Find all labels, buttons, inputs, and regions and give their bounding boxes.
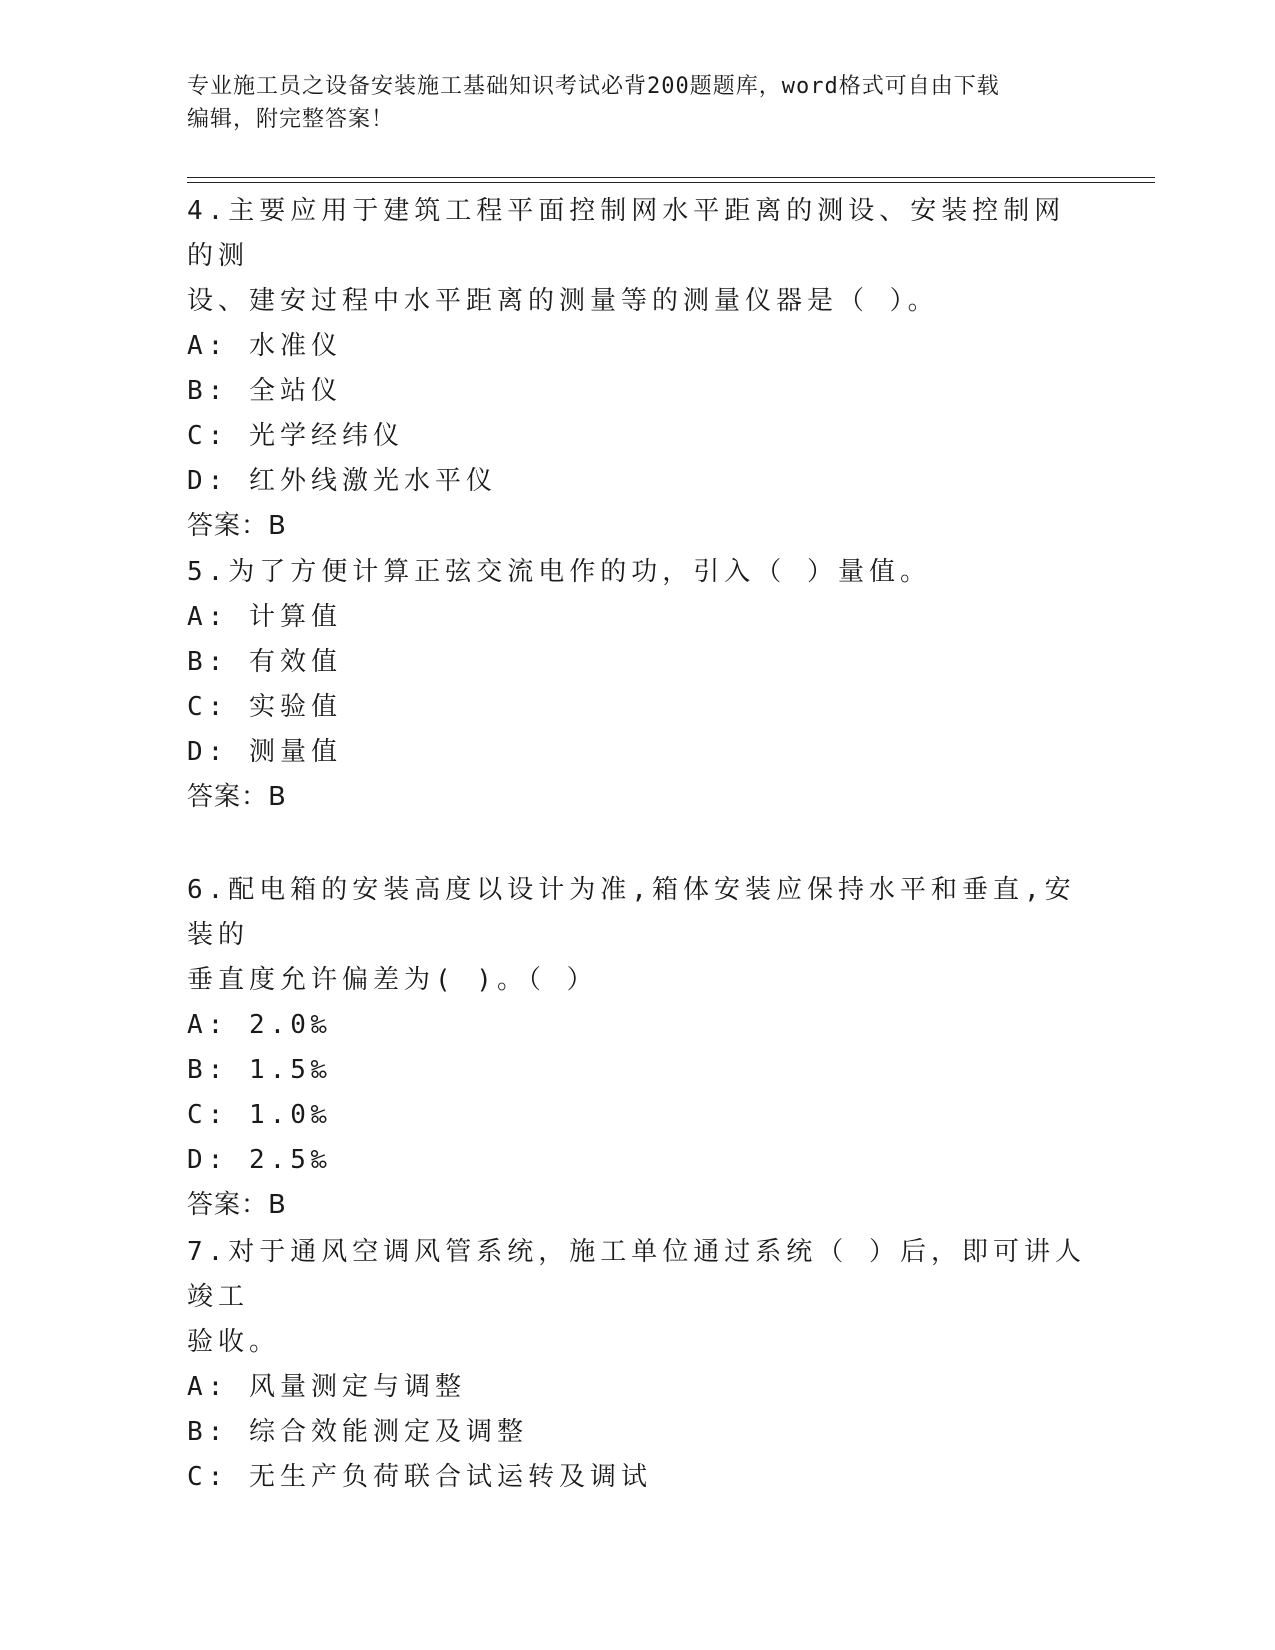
- option-d: D: 测量值: [187, 737, 342, 767]
- answer: 答案：B: [187, 511, 287, 541]
- option-c: C: 无生产负荷联合试运转及调试: [187, 1462, 652, 1492]
- question-stem-line: 4.主要应用于建筑工程平面控制网水平距离的测设、安装控制网的测: [187, 196, 1066, 271]
- question-stem-line: 5.为了方便计算正弦交流电作的功，引入（ ）量值。: [187, 557, 931, 587]
- question-stem-line: 7.对于通风空调风管系统，施工单位通过系统（ ）后，即可讲人竣工: [187, 1237, 1086, 1312]
- option-d: D: 2.5‰: [187, 1145, 332, 1175]
- option-b: B: 全站仪: [187, 376, 342, 406]
- option-c: C: 实验值: [187, 692, 342, 722]
- header-line-1: 专业施工员之设备安装施工基础知识考试必背200题题库，word格式可自由下载: [187, 74, 1000, 99]
- header-divider-top: [187, 177, 1155, 178]
- option-c: C: 光学经纬仪: [187, 421, 404, 451]
- question-4: [187, 189, 1087, 549]
- option-a: A: 2.0‰: [187, 1010, 332, 1040]
- question-stem-line: 垂直度允许偏差为( )。（ ）: [187, 965, 598, 995]
- answer: 答案：B: [187, 1190, 287, 1220]
- option-b: B: 有效值: [187, 647, 342, 677]
- header-line-2: 编辑，附完整答案！: [187, 107, 395, 132]
- question-stem-line: 6.配电箱的安装高度以设计为准,箱体安装应保持水平和垂直,安装的: [187, 875, 1076, 950]
- question-6: [187, 868, 1087, 1228]
- question-stem-line: 验收。: [187, 1327, 281, 1357]
- question-stem-line: 设、建安过程中水平距离的测量等的测量仪器是（ ）。: [187, 286, 939, 316]
- answer: 答案：B: [187, 782, 287, 812]
- document-header: [187, 70, 1087, 136]
- option-b: B: 1.5‰: [187, 1055, 332, 1085]
- option-d: D: 红外线激光水平仪: [187, 466, 497, 496]
- option-a: A: 风量测定与调整: [187, 1372, 466, 1402]
- option-b: B: 综合效能测定及调整: [187, 1417, 528, 1447]
- header-divider-bottom: [187, 182, 1155, 183]
- question-7: [187, 1230, 1087, 1500]
- question-5: [187, 550, 1087, 820]
- option-c: C: 1.0‰: [187, 1100, 332, 1130]
- option-a: A: 水准仪: [187, 331, 342, 361]
- option-a: A: 计算值: [187, 602, 342, 632]
